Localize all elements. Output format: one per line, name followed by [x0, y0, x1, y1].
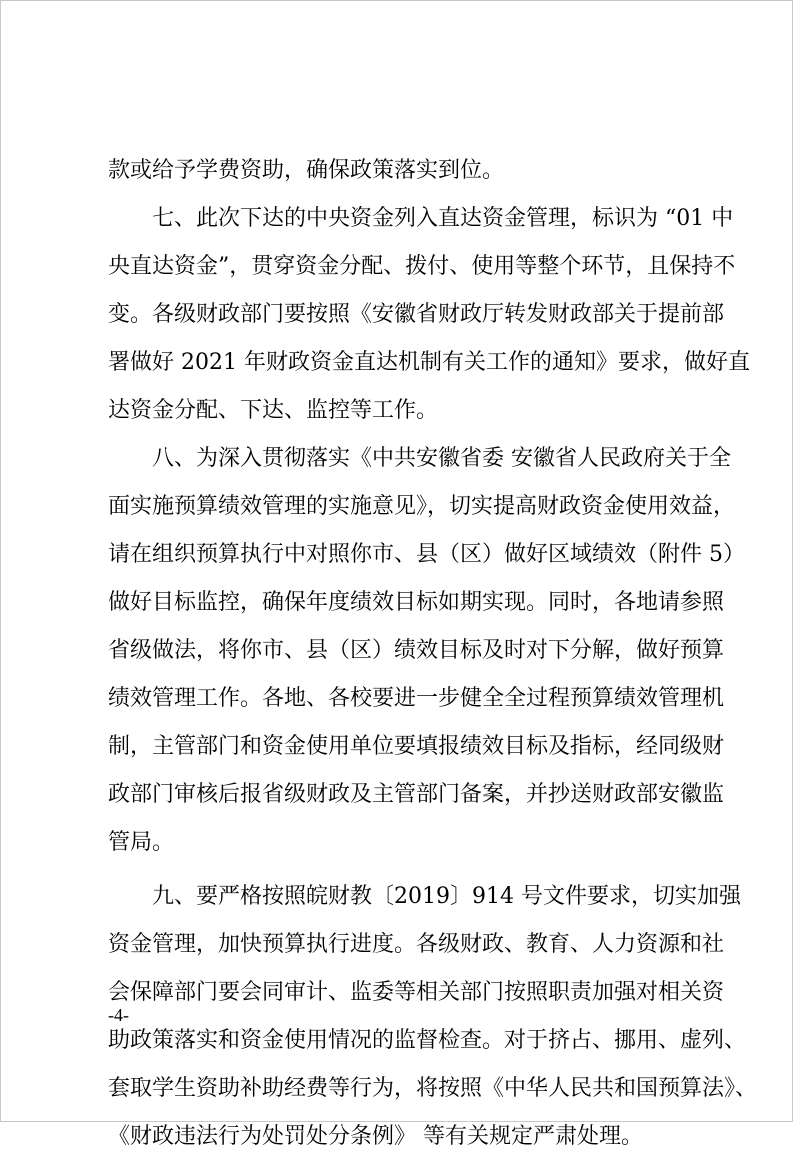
text-line: 央直达资金”，贯穿资金分配、拨付、使用等整个环节，且保持不	[108, 254, 736, 279]
text-line: 七、此次下达的中央资金列入直达资金管理，标识为 “01 中	[152, 206, 734, 231]
paragraph-nine	[108, 873, 758, 1161]
text-line: 八、为深入贯彻落实《中共安徽省委 安徽省人民政府关于全	[152, 446, 731, 471]
text-line: 会保障部门要会同审计、监委等相关部门按照职责加强对相关资	[108, 980, 725, 1005]
paragraph-seven	[108, 195, 750, 435]
document-body	[108, 147, 758, 1161]
text-line: 管局。	[108, 830, 175, 855]
text-line: 做好目标监控，确保年度绩效目标如期实现。同时，各地请参照	[108, 590, 725, 615]
paragraph-continued	[108, 147, 684, 195]
text-line: 《财政违法行为处罚处分条例》 等有关规定严肃处理。	[108, 1124, 643, 1149]
text-line: 省级做法，将你市、县（区）绩效目标及时对下分解，做好预算	[108, 638, 725, 663]
text-line: 助政策落实和资金使用情况的监督检查。对于挤占、挪用、虚列、	[108, 1028, 747, 1053]
text-line: 变。各级财政部门要按照《安徽省财政厅转发财政部关于提前部	[108, 302, 725, 327]
text-line: 绩效管理工作。各地、各校要进一步健全全过程预算绩效管理机	[108, 686, 725, 711]
text-line: 面实施预算绩效管理的实施意见》，切实提高财政资金使用效益，	[108, 494, 736, 519]
text-line: 款或给予学费资助，确保政策落实到位。	[108, 158, 505, 183]
paragraph-eight	[108, 435, 745, 867]
page-number: -4-	[108, 1005, 129, 1025]
text-line: 制，主管部门和资金使用单位要填报绩效目标及指标，经同级财	[108, 734, 725, 759]
text-line: 署做好 2021 年财政资金直达机制有关工作的通知》要求，做好直	[108, 350, 750, 375]
text-line: 九、要严格按照皖财教〔2019〕914 号文件要求，切实加强	[152, 884, 741, 909]
text-line: 套取学生资助补助经费等行为，将按照《中华人民共和国预算法》、	[108, 1076, 758, 1101]
text-line: 资金管理，加快预算执行进度。各级财政、教育、人力资源和社	[108, 932, 725, 957]
text-line: 达资金分配、下达、监控等工作。	[108, 398, 439, 423]
text-line: 请在组织预算执行中对照你市、县（区）做好区域绩效（附件 5）	[108, 542, 745, 567]
text-line: 政部门审核后报省级财政及主管部门备案，并抄送财政部安徽监	[108, 782, 725, 807]
